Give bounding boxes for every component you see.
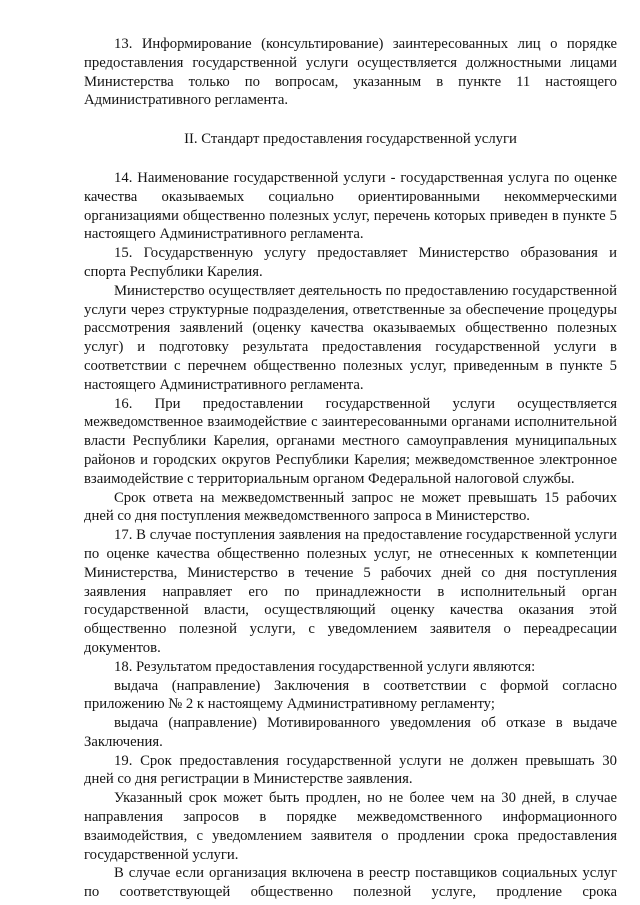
paragraph-14: 14. Наименование государственной услуги - государственная услуга по оценке качества оказываемых социально ориентированными некоммерческими организациями общественно полезных услуг, перечень которых приведен в пункте 5 настоящего Административного регламента. xyxy=(84,169,617,243)
paragraph-13: 13. Информирование (консультирование) заинтересованных лиц о порядке предоставления государственной услуги осуществляется должностными лицами Министерства только по вопросам, указанным в пункте 11 настоящего Административного регламента. xyxy=(84,36,617,109)
section-heading: II. Стандарт предоставления государственной услуги xyxy=(184,131,517,148)
paragraph-15: 15. Государственную услугу предоставляет Министерство образования и спорта Республики Карелия. xyxy=(84,245,617,280)
paragraph-response-term: Срок ответа на межведомственный запрос не может превышать 15 рабочих дней со дня поступления межведомственного запроса в Министерство. xyxy=(84,489,617,525)
paragraph-ministry-activity: Министерство осуществляет деятельность по предоставлению государственной услуги через структурные подразделения, ответственные за обеспечение процедуры рассмотрения заявлений (оценку качества оказываемых общественно полезных услуг) и подготовку результата предоставления государственной услуги в соответствии с перечнем общественно полезных услуг, приведенным в пункте 5 настоящего Административного регламента. xyxy=(84,282,617,393)
paragraph-18: 18. Результатом предоставления государственной услуги являются: xyxy=(114,658,536,675)
paragraph-19: 19. Срок предоставления государственной услуги не должен превышать 30 дней со дня регистрации в Министерстве заявления. xyxy=(84,752,617,788)
paragraph-result-refusal: выдача (направление) Мотивированного уведомления об отказе в выдаче Заключения. xyxy=(84,715,617,750)
paragraph-16: 16. При предоставлении государственной услуги осуществляется межведомственное взаимодействие с заинтересованными органами исполнительной власти Республики Карелия, органами местного самоуправления муниципальных районов и городских округов Республики Карелия; межведомственное электронное взаимодействие с территориальным органом Федеральной налоговой службы. xyxy=(84,395,617,487)
paragraph-registry: В случае если организация включена в реестр поставщиков социальных услуг по соответствующей общественно полезной услуге, продление срока xyxy=(84,865,617,901)
document-body xyxy=(84,35,617,902)
paragraph-result-conclusion: выдача (направление) Заключения в соответствии с формой согласно приложению № 2 к настоящему Административному регламенту; xyxy=(84,677,617,713)
paragraph-extension: Указанный срок может быть продлен, но не более чем на 30 дней, в случае направления запросов в порядке межведомственного информационного взаимодействия, с уведомлением заявителя о продлении срока предоставления государственной услуги. xyxy=(84,790,617,863)
paragraph-17: 17. В случае поступления заявления на предоставление государственной услуги по оценке качества общественно полезных услуг, не отнесенных к компетенции Министерства, Министерство в течение 5 рабочих дней со дня поступления заявления направляет его по принадлежности в исполнительный орган государственной власти, осуществляющий оценку качества оказания этой общественно полезной услуги, с уведомлением заявителя о переадресации документов. xyxy=(84,527,617,656)
